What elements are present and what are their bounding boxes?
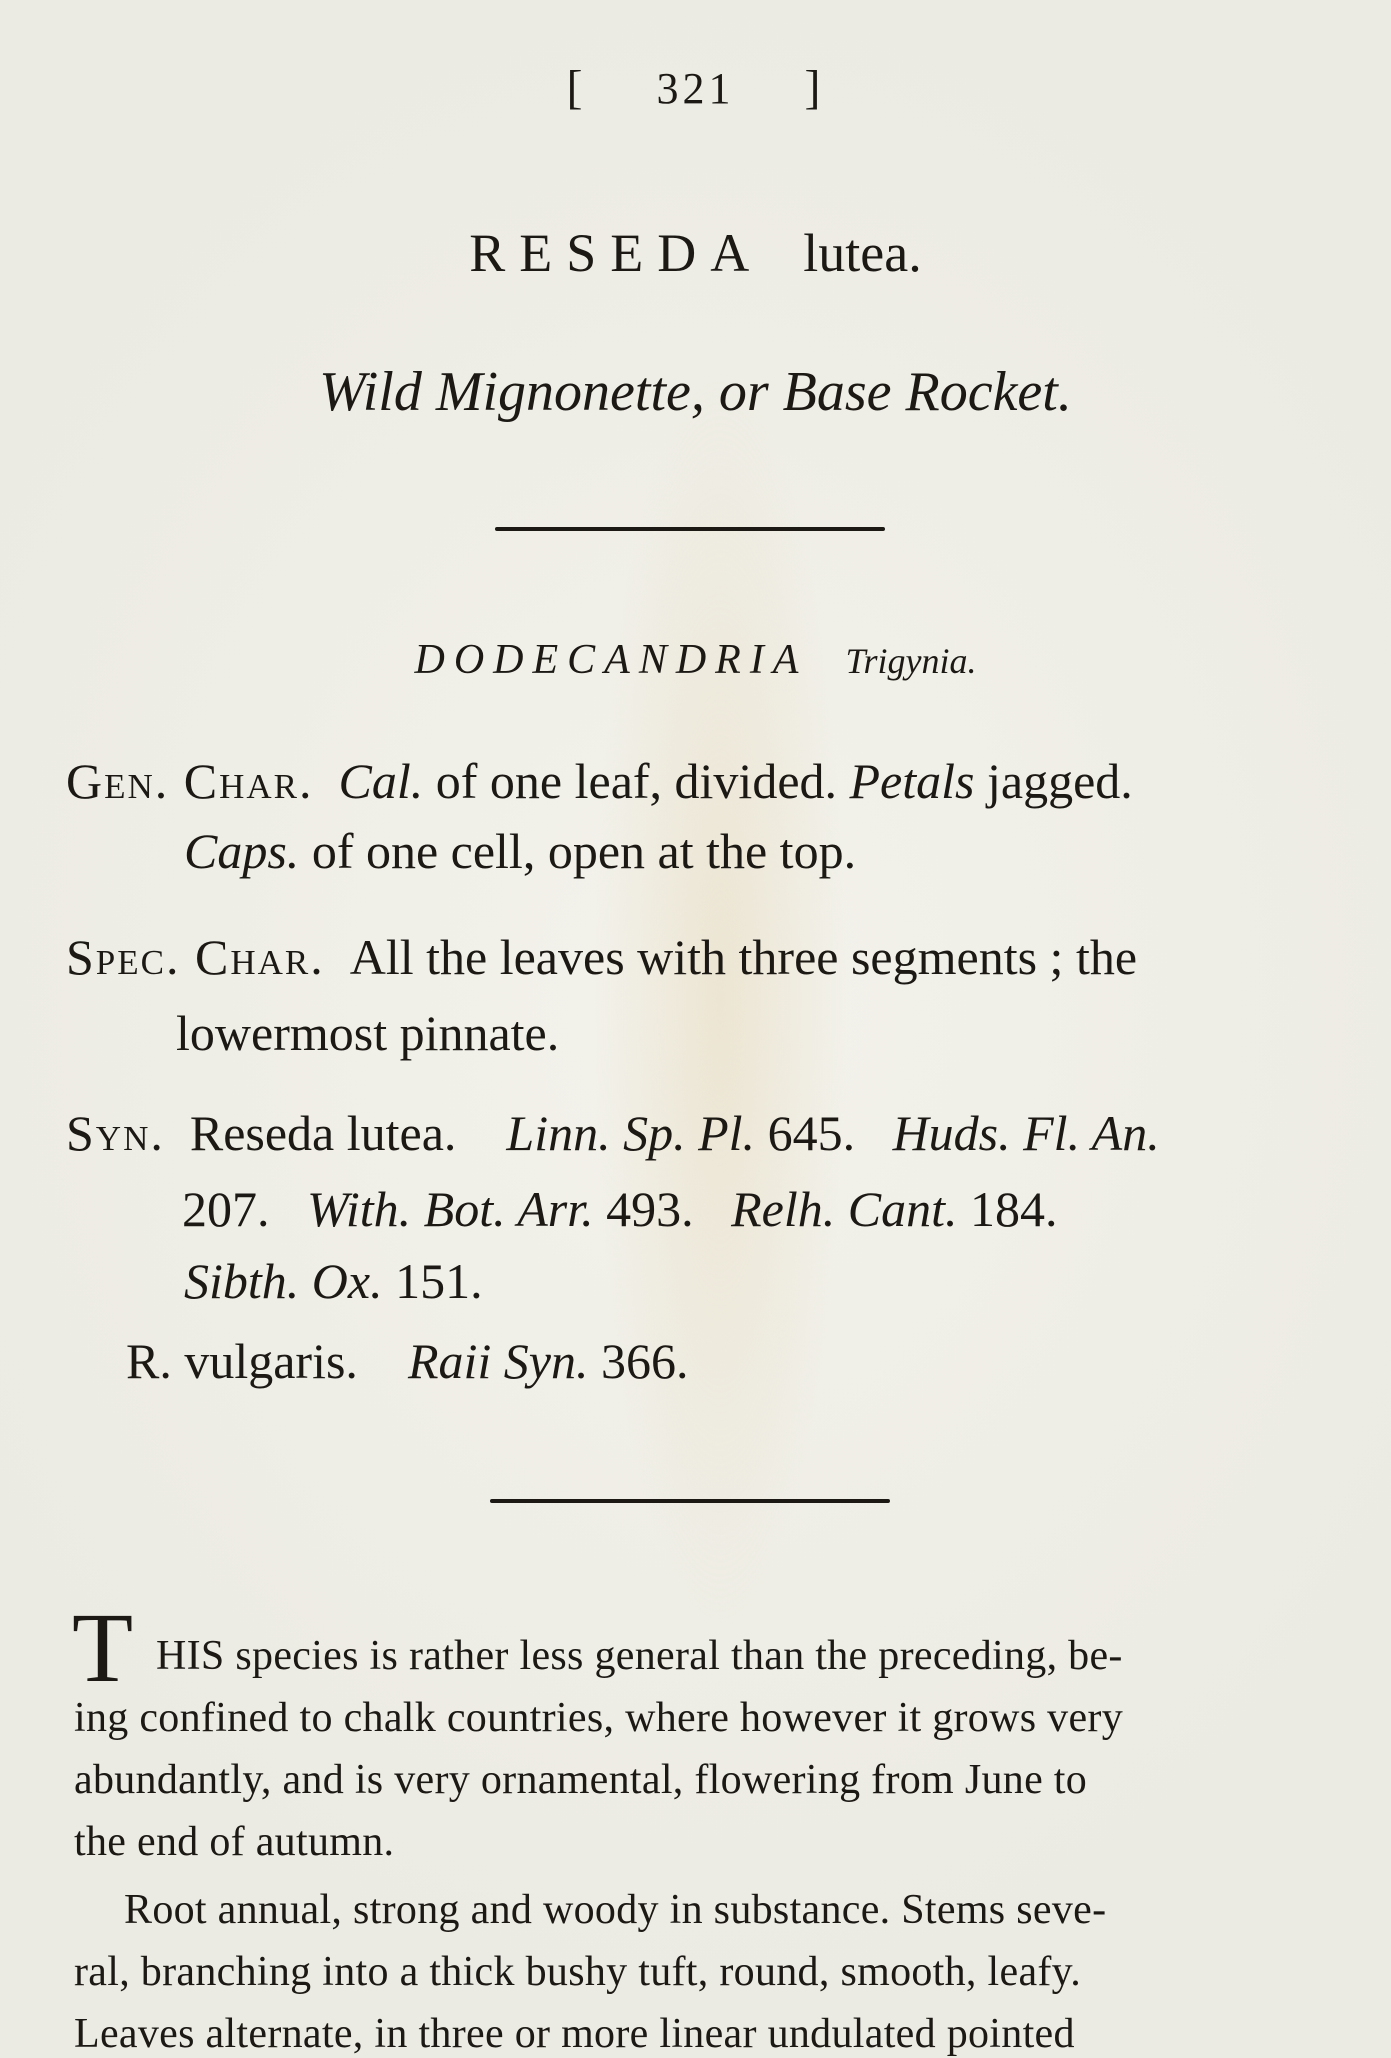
gen-char-text-2: jagged. — [974, 753, 1133, 809]
classification — [0, 636, 1391, 684]
syn-label: Syn. — [66, 1105, 165, 1161]
body-line-3: abundantly, and is very ornamental, flowering from June to — [74, 1757, 1088, 1803]
divider-rule — [490, 1499, 890, 1503]
bracket-close: ] — [804, 61, 825, 114]
order-name: Trigynia. — [845, 641, 977, 681]
title-genus: RESEDA — [469, 223, 764, 283]
spec-char-label: Spec. Char. — [66, 929, 325, 985]
gen-char-caps: Caps. — [184, 823, 300, 879]
gen-char-line-2 — [184, 822, 856, 880]
gen-char-line-1 — [66, 752, 1133, 810]
syn-ref-6: Raii Syn. — [407, 1333, 589, 1389]
body-line-1: HIS species is rather less general than the preceding, be- — [156, 1633, 1123, 1679]
body-line-2: ing confined to chalk countries, where however it grows very — [74, 1695, 1124, 1741]
spec-char-text-1: All the leaves with three segments ; the — [349, 929, 1138, 985]
page-title — [0, 222, 1391, 284]
bracket-open: [ — [566, 61, 587, 114]
body-line-5: Root annual, strong and woody in substance. Stems seve- — [124, 1887, 1107, 1933]
class-name: DODECANDRIA — [414, 637, 808, 683]
title-species: lutea. — [803, 223, 922, 283]
gen-char-cal: Cal. — [338, 753, 424, 809]
syn-ref-1: Linn. Sp. Pl. — [506, 1105, 756, 1161]
syn-line-4 — [126, 1332, 688, 1390]
syn-line-2 — [182, 1180, 1058, 1238]
syn-line-1 — [66, 1104, 1160, 1162]
spec-char-line-2: lowermost pinnate. — [176, 1005, 560, 1061]
spec-char-line-1 — [66, 928, 1137, 986]
body-line-6: ral, branching into a thick bushy tuft, round, smooth, leafy. — [74, 1949, 1082, 1995]
syn-num-4: 184. — [970, 1181, 1058, 1237]
gen-char-label: Gen. Char. — [66, 753, 314, 809]
syn-ref-4: Relh. Cant. — [731, 1181, 958, 1237]
gen-char-text-1: of one leaf, divided. — [423, 753, 850, 809]
page-number — [0, 60, 1391, 115]
drop-cap: T — [72, 1592, 134, 1703]
syn-num-3: 493. — [606, 1181, 694, 1237]
syn-name-2: R. vulgaris. — [126, 1333, 358, 1389]
syn-num-6: 366. — [600, 1333, 689, 1389]
syn-num-2: 207. — [182, 1181, 270, 1237]
divider-rule — [495, 527, 885, 531]
syn-name-1: Reseda lutea. — [189, 1105, 457, 1161]
body-line-7: Leaves alternate, in three or more linear undulated pointed — [74, 2011, 1075, 2057]
syn-line-3 — [184, 1252, 483, 1310]
page-number-value: 321 — [656, 64, 735, 113]
gen-char-petals: Petals — [849, 753, 975, 809]
syn-ref-5: Sibth. Ox. — [184, 1253, 383, 1309]
syn-num-1: 645. — [767, 1105, 856, 1161]
body-line-4: the end of autumn. — [74, 1819, 395, 1865]
syn-ref-3: With. Bot. Arr. — [307, 1181, 594, 1237]
syn-ref-2: Huds. Fl. An. — [892, 1105, 1160, 1161]
common-name: Wild Mignonette, or Base Rocket. — [319, 361, 1072, 423]
gen-char-text-3: of one cell, open at the top. — [299, 823, 857, 879]
syn-num-5: 151. — [395, 1253, 483, 1309]
